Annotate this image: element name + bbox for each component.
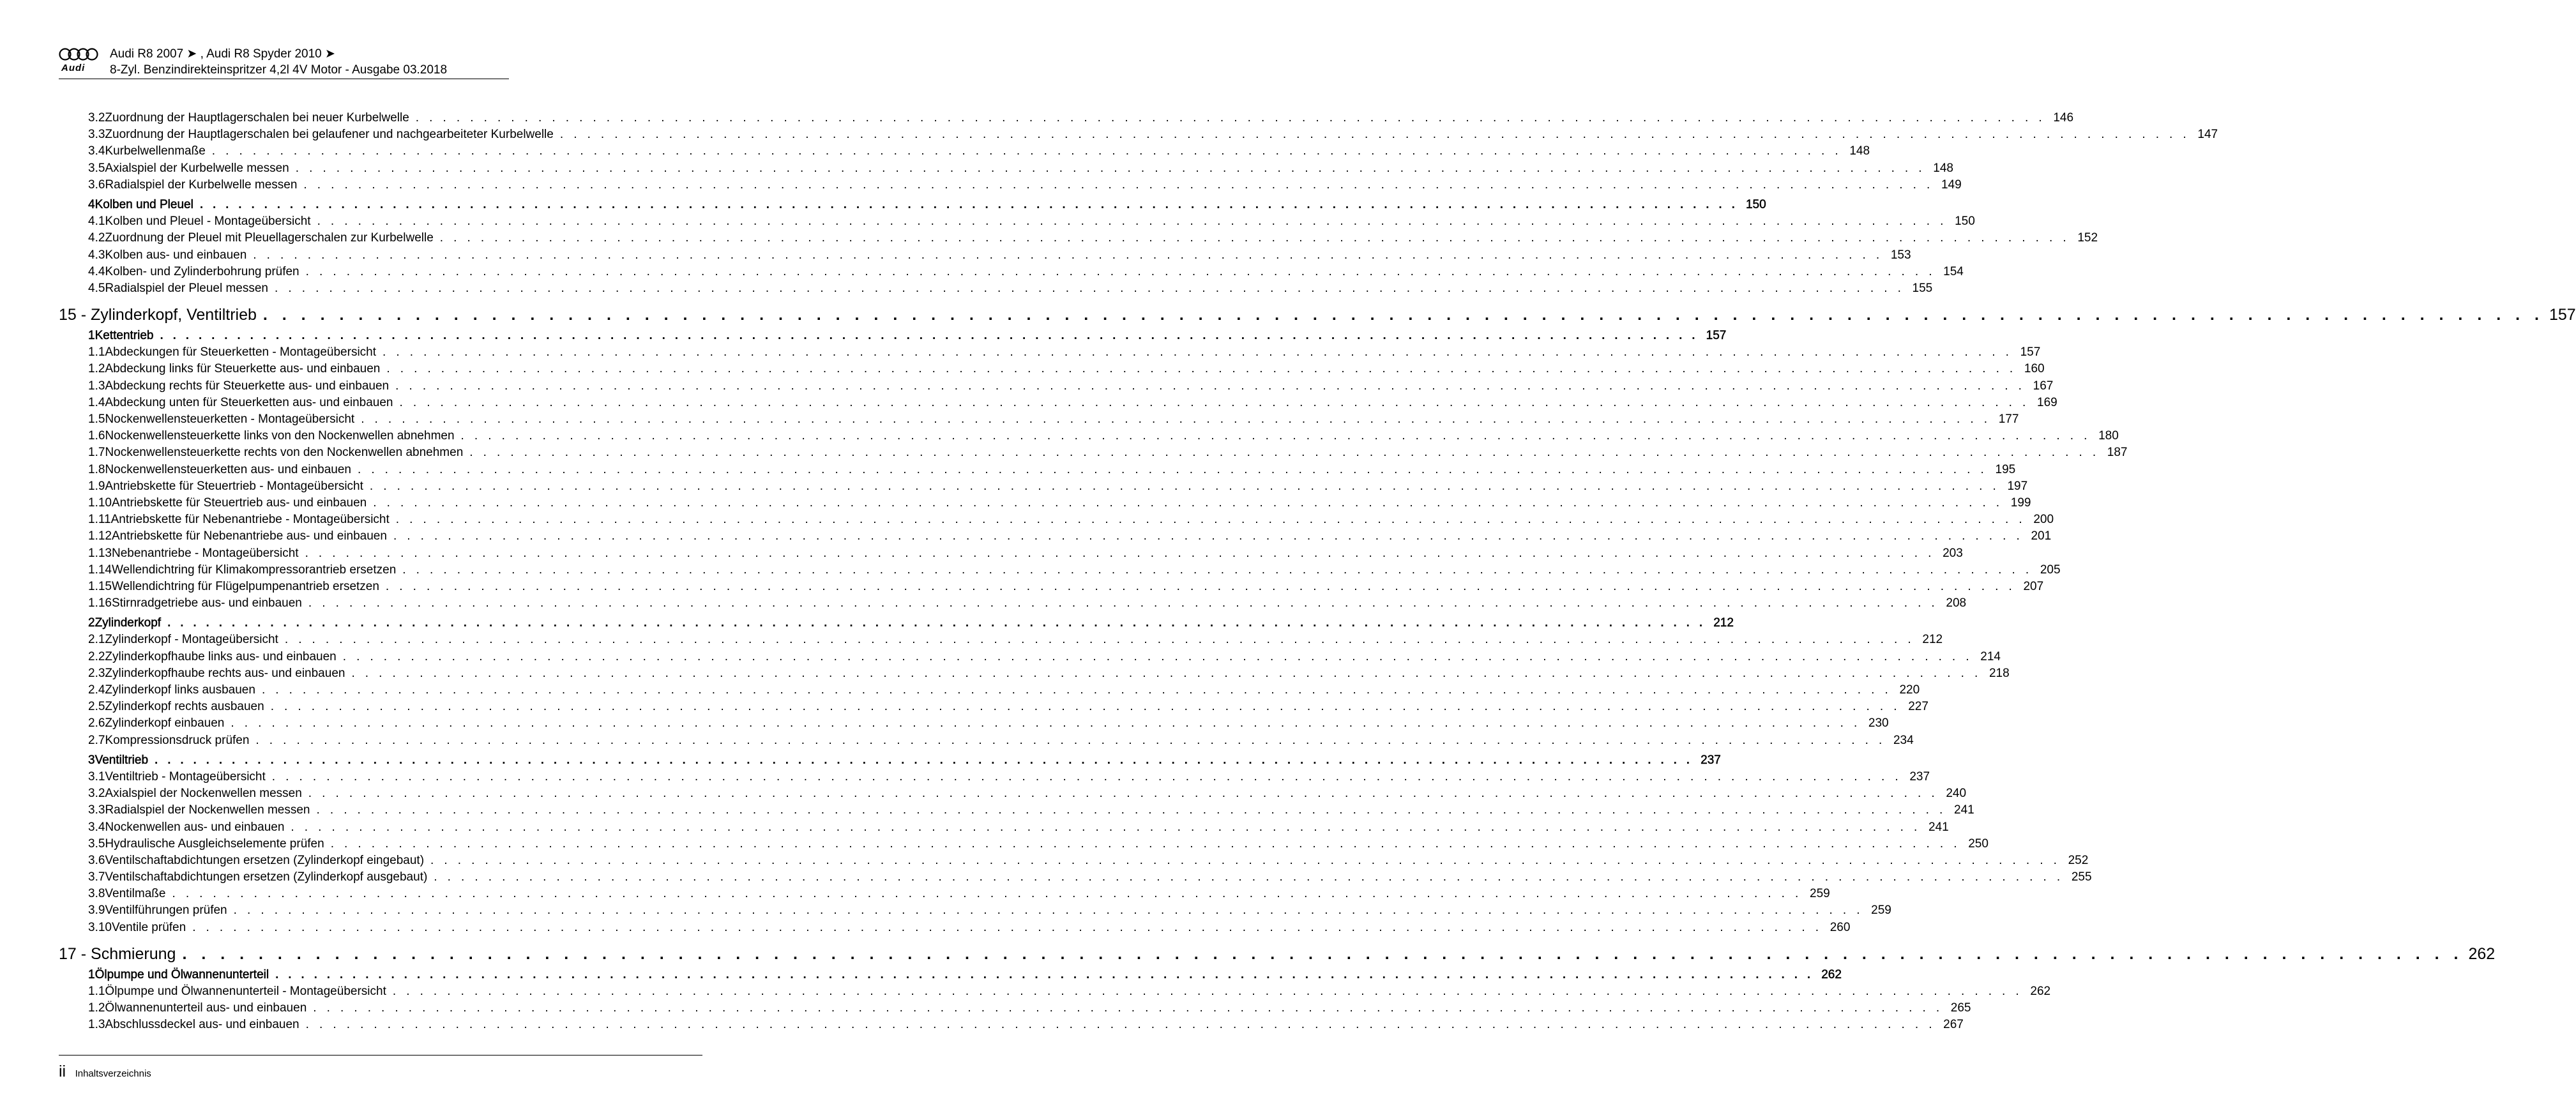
toc-number: 1.9 [88,479,105,493]
toc-section [59,329,1727,345]
toc-entry [59,496,2031,513]
toc-entry [59,820,1949,837]
toc-entry [59,345,2041,362]
toc-number: 1.3 [88,379,105,393]
toc-page-number: 252 [2068,853,2089,867]
toc-leader-dots: . . . . . . . . . . . . . . . . . . . . . . . . . . . . . . . . . . . . . . . . . . . . . . . . . . . . . . . . . . . . . . . . . . . . . . . . . . . . . . . . . . . . . . . . . . . . . . . . . . . . . . . . . . . . . . . . . . . . . . . . [316,803,1946,817]
toc-entry [59,985,2051,1001]
toc-title: Ventiltrieb - Montageübersicht [105,769,266,783]
toc-entry [59,920,1851,937]
toc-leader-dots: . . . . . . . . . . . . . . . . . . . . . . . . . . . . . . . . . . . . . . . . . . . . . . . . . . . . . . . . . . . . . . . . . . . . . . . . . . . . . . . . . . . . . . . . . . . . . . . . . . . . . . . . . . . . . . . . . . . . . . . . [308,787,1939,801]
toc-number: 1.12 [88,529,112,543]
toc-leader-dots: . . . . . . . . . . . . . . . . . . . . . . . . . . . . . . . . . . . . . . . . . . . . . . . . . . . . . . . . . . . . . . . . . . . . . . . . . . . . . . . . . . . . . . . . . . . . . . . . . . . . . . . . . . . . . . . . . . . . . . . . [386,362,2017,376]
footer-label: Inhaltsverzeichnis [75,1068,151,1079]
toc-number: 1.6 [88,429,105,443]
toc-page-number: 267 [1943,1018,1964,1032]
toc-page-number: 214 [1980,649,2001,663]
toc-section [59,753,1721,770]
toc-page-number: 177 [1998,412,2019,426]
toc-leader-dots: . . . . . . . . . . . . . . . . . . . . . . . . . . . . . . . . . . . . . . . . . . . . . . . . . . . . . . . . . . . . . . . . . . . . . . . . . . . . . . . . . . . . . . . . . . . . . . . . . . . . . . . . . . . . . . . . . . . . . . . . [172,887,1802,901]
toc-number: 1 [88,967,95,981]
toc-page-number: 148 [1933,161,1953,175]
toc-title: Antriebskette für Steuertrieb aus- und einbauen [111,496,367,510]
toc-entry [59,666,2010,683]
toc-number: 3.3 [88,803,105,817]
toc-entry [59,479,2028,496]
toc-leader-dots: . . . . . . . . . . . . . . . . . . . . . . . . . . . . . . . . . . . . . . . . . . . . . . . . . . . . . . . . . . . . . . . . . . . . . . . . . . . . . . . . . . . . . . . . . . . . . . . . . . . . . . . . . . . . . . . . . . . . . . . . [303,178,1934,192]
toc-title: Radialspiel der Nockenwellen messen [105,803,310,817]
toc-leader-dots: . . . . . . . . . . . . . . . . . . . . . . . . . . . . . . . . . . . . . . . . . . . . . . . . . . . . . . . . . . . . . . . . . . . . . . . . . . . . . . . . . . . . . . . . . . . . . . . . . . . . . . . . . . . . . . . . . . . . . . . . [305,1018,1936,1032]
toc-entry [59,429,2119,446]
toc-page-number: 208 [1946,596,1967,610]
toc-entry [59,446,2128,462]
toc-title: Nockenwellensteuerketten aus- und einbauen [105,462,351,476]
toc-title: Ölpumpe und Ölwannenunterteil [95,967,269,981]
toc-entry [59,787,1967,803]
table-of-contents [59,111,2576,1035]
toc-title: Zuordnung der Pleuel mit Pleuellagerschalen zur Kurbelwelle [105,231,434,245]
toc-title: Abschlussdeckel aus- und einbauen [105,1018,299,1032]
toc-title: Ventilschaftabdichtungen ersetzen (Zylinderkopf eingebaut) [105,853,425,867]
toc-title: Wellendichtring für Flügelpumpenantrieb ersetzen [111,579,379,593]
toc-page-number: 147 [2197,128,2218,142]
toc-leader-dots: . . . . . . . . . . . . . . . . . . . . . . . . . . . . . . . . . . . . . . . . . . . . . . . . . . . . . . . . . . . . . . . . . . . . . . . . . . . . . . . . . . . . . . . . . . . . . . . . . . . . . . . . . . . . . . . . . . . . . . . . [305,546,1935,560]
toc-leader-dots: . . . . . . . . . . . . . . . . . . . . . . . . . . . . . . . . . . . . . . . . . . . . . . . . . . . . . . . . . . . . . . . . . . . . . . . . . . . . . . . . . . . . . . . . . . . . . . . . . . . . . . . . . . . . . . . . . . . . . . . . [308,596,1939,610]
toc-page-number: 200 [2033,513,2054,527]
toc-number: 3.1 [88,769,105,783]
toc-entry [59,231,2098,248]
toc-leader-dots: . . . . . . . . . . . . . . . . . . . . . . . . . . . . . . . . . . . . . . . . . . . . . . . . . . . . . . . . . . . . . . . . . . . . . . . . . . . . . . . . . . . . . . . . . . . . . . . . . . . . . . . . . . . . . . . . . . . . . . . . [284,633,1915,647]
toc-entry [59,462,2016,480]
toc-number: 3.9 [88,904,105,918]
toc-leader-dots: . . . . . . . . . . . . . . . . . . . . . . . . . . . . . . . . . . . . . . . . . . . . . . . . . . . . . . . . . . . . . . . . . . . . . . . . . . . . . . . . . . . . . . . . . . . . . . . . . . . . . . . . . . . . . . . . . . . . . . . . [434,870,2064,884]
toc-page-number: 149 [1941,178,1962,192]
toc-leader-dots: . . . . . . . . . . . . . . . . . . . . . . . . . . . . . . . . . . . . . . . . . . . . . . . . . . . . . . . . . . . . . . . . . . . . . . . . . . . . . . . . . . . . . . . . . . . . . . . . . . . . . . . . . . . . . . . . . . . . . . . . [330,836,1960,851]
toc-number: 1 [88,329,95,343]
toc-entry [59,281,1933,298]
toc-title: Kompressionsdruck prüfen [105,733,250,747]
toc-entry [59,563,2061,580]
toc-title: Zylinderkopf rechts ausbauen [105,700,264,714]
toc-leader-dots: . . . . . . . . . . . . . . . . . . . . . . . . . . . . . . . . . . . . . . . . . . . . . . . . . . . . . . . . . . . . . . . . . . . . . . . . . . . . . . . . . . . . . . . . . . . . . . . . . . . . . . . . . . . . . . . . . . . . . . . . [262,306,2544,324]
toc-page-number: 150 [1745,197,1766,211]
toc-entry [59,836,1989,854]
toc-number: 1.16 [88,596,112,610]
toc-page-number: 212 [1713,616,1734,630]
toc-title: Zylinderkopf [95,616,162,630]
toc-title: Nockenwellen aus- und einbauen [105,820,285,834]
toc-page-number: 148 [1849,144,1870,158]
toc-leader-dots: . . . . . . . . . . . . . . . . . . . . . . . . . . . . . . . . . . . . . . . . . . . . . . . . . . . . . . . . . . . . . . . . . . . . . . . . . . . . . . . . . . . . . . . . . . . . . . . . . . . . . . . . . . . . . . . . . . . . . . . . [271,769,1902,783]
toc-title: Radialspiel der Pleuel messen [105,281,269,295]
toc-title: Hydraulische Ausgleichselemente prüfen [105,836,324,851]
toc-page-number: 230 [1868,716,1889,730]
toc-entry [59,633,1943,649]
toc-entry [59,248,1911,265]
toc-page-number: 203 [1943,546,1963,560]
toc-title: Axialspiel der Nockenwellen messen [105,787,302,801]
toc-entry [59,264,1964,282]
toc-leader-dots: . . . . . . . . . . . . . . . . . . . . . . . . . . . . . . . . . . . . . . . . . . . . . . . . . . . . . . . . . . . . . . . . . . . . . . . . . . . . . . . . . . . . . . . . . . . . . . . . . . . . . . . . . . . . . . . . . . . . . . . . [392,985,2023,998]
toc-entry [59,870,2092,887]
toc-chapter [59,944,2496,968]
toc-page-number: 262 [2468,944,2496,963]
toc-page-number: 205 [2040,563,2061,577]
toc-page-number: 169 [2037,395,2057,409]
toc-number: 2.4 [88,683,105,697]
toc-entry [59,529,2052,546]
toc-page-number: 150 [1955,215,1975,229]
toc-page-number: 227 [1908,700,1928,714]
toc-leader-dots: . . . . . . . . . . . . . . . . . . . . . . . . . . . . . . . . . . . . . . . . . . . . . . . . . . . . . . . . . . . . . . . . . . . . . . . . . . . . . . . . . . . . . . . . . . . . . . . . . . . . . . . . . . . . . . . . . . . . . . . . [415,111,2046,125]
toc-number: 4.2 [88,231,105,245]
toc-entry [59,700,1928,716]
toc-number: 1.2 [88,362,105,376]
toc-page-number: 152 [2077,231,2098,245]
toc-title: Stirnradgetriebe aus- und einbauen [111,596,302,610]
toc-title: Nebenantriebe - Montageübersicht [111,546,299,560]
toc-number: 3.6 [88,853,105,867]
toc-entry [59,161,1953,178]
toc-page-number: 241 [1928,820,1949,834]
toc-leader-dots: . . . . . . . . . . . . . . . . . . . . . . . . . . . . . . . . . . . . . . . . . . . . . . . . . . . . . . . . . . . . . . . . . . . . . . . . . . . . . . . . . . . . . . . . . . . . . . . . . . . . . . . . . . . . . . . . . . . . . . . . [399,395,2029,409]
toc-number: 2.6 [88,716,105,730]
toc-leader-dots: . . . . . . . . . . . . . . . . . . . . . . . . . . . . . . . . . . . . . . . . . . . . . . . . . . . . . . . . . . . . . . . . . . . . . . . . . . . . . . . . . . . . . . . . . . . . . . . . . . . . . . . . . . . . . . . . . . . . . . . . [395,379,2026,393]
toc-number: 2 [88,616,95,630]
toc-title: Kolben und Pleuel [95,197,193,211]
toc-entry [59,111,2074,128]
toc-number: 3.4 [88,820,105,834]
toc-leader-dots: . . . . . . . . . . . . . . . . . . . . . . . . . . . . . . . . . . . . . . . . . . . . . . . . . . . . . . . . . . . . . . . . . . . . . . . . . . . . . . . . . . . . . . . . . . . . . . . . . . . . . . . . . . . . . . . . . . . . . . . . [270,700,1900,714]
toc-entry [59,379,2054,396]
toc-title: Abdeckungen für Steuerketten - Montageübersicht [105,345,377,359]
toc-number: 3.2 [88,787,105,801]
toc-entry [59,683,1920,700]
toc-title: Kolben und Pleuel - Montageübersicht [105,215,311,229]
toc-entry [59,215,1975,231]
toc-number: 1.1 [88,345,105,359]
toc-page-number: 187 [2107,446,2128,460]
toc-number: 1.5 [88,412,105,426]
toc-leader-dots: . . . . . . . . . . . . . . . . . . . . . . . . . . . . . . . . . . . . . . . . . . . . . . . . . . . . . . . . . . . . . . . . . . . . . . . . . . . . . . . . . . . . . . . . . . . . . . . . . . . . . . . . . . . . . . . . . . . . . . . . [469,446,2100,460]
toc-leader-dots: . . . . . . . . . . . . . . . . . . . . . . . . . . . . . . . . . . . . . . . . . . . . . . . . . . . . . . . . . . . . . . . . . . . . . . . . . . . . . . . . . . . . . . . . . . . . . . . . . . . . . . . . . . . . . . . . . . . . . . . . [395,513,2026,527]
toc-title: Kettentrieb [95,329,154,343]
toc-page-number: 146 [2053,111,2074,125]
toc-page-number: 262 [2030,985,2051,998]
toc-title: Nockenwellensteuerkette links von den Nockenwellen abnehmen [105,429,455,443]
toc-title: Zuordnung der Hauptlagerschalen bei neuer Kurbelwelle [105,111,409,125]
toc-leader-dots: . . . . . . . . . . . . . . . . . . . . . . . . . . . . . . . . . . . . . . . . . . . . . . . . . . . . . . . . . . . . . . . . . . . . . . . . . . . . . . . . . . . . . . . . . . . . . . . . . . . . . . . . . . . . . . . . . . . . . . . . [182,944,2464,963]
toc-title: Ventilmaße [105,887,166,901]
toc-title: Axialspiel der Kurbelwelle messen [105,161,289,175]
toc-title: Antriebskette für Steuertrieb - Montageübersicht [105,479,363,493]
toc-number: 2.2 [88,649,105,663]
toc-entry [59,144,1870,161]
toc-chapter [59,306,2576,329]
toc-number: 3.2 [88,111,105,125]
audi-logo [59,47,100,77]
toc-page-number: 160 [2024,362,2045,376]
toc-title: 17 - Schmierung [59,944,176,963]
toc-number: 3 [88,753,95,767]
toc-entry [59,733,1914,750]
toc-number: 4.1 [88,215,105,229]
toc-page-number: 255 [2071,870,2092,884]
toc-title: Ventile prüfen [111,920,186,934]
toc-title: Nockenwellensteuerkette rechts von den Nockenwellen abnehmen [105,446,464,460]
toc-leader-dots: . . . . . . . . . . . . . . . . . . . . . . . . . . . . . . . . . . . . . . . . . . . . . . . . . . . . . . . . . . . . . . . . . . . . . . . . . . . . . . . . . . . . . . . . . . . . . . . . . . . . . . . . . . . . . . . . . . . . . . . . [231,716,1861,730]
toc-number: 1.7 [88,446,105,460]
toc-entry [59,178,1962,195]
toc-page-number: 234 [1893,733,1914,747]
footer-page-number: ii [59,1063,66,1080]
toc-entry [59,803,1974,820]
toc-page-number: 218 [1989,666,2010,680]
toc-title: 15 - Zylinderkopf, Ventiltrieb [59,306,257,324]
toc-entry [59,769,1930,787]
toc-page-number: 241 [1954,803,1974,817]
toc-entry [59,1018,1964,1034]
toc-title: Kurbelwellenmaße [105,144,206,158]
toc-section [59,616,1734,633]
toc-entry [59,887,1830,904]
toc-number: 2.7 [88,733,105,747]
toc-page-number: 259 [1871,904,1891,918]
toc-entry [59,362,2045,379]
toc-number: 2.1 [88,633,105,647]
toc-entry [59,395,2057,412]
toc-page-number: 260 [1830,920,1851,934]
toc-leader-dots: . . . . . . . . . . . . . . . . . . . . . . . . . . . . . . . . . . . . . . . . . . . . . . . . . . . . . . . . . . . . . . . . . . . . . . . . . . . . . . . . . . . . . . . . . . . . . . . . . . . . . . . . . . . . . . . . . . . . . . . . [305,264,1936,278]
toc-leader-dots: . . . . . . . . . . . . . . . . . . . . . . . . . . . . . . . . . . . . . . . . . . . . . . . . . . . . . . . . . . . . . . . . . . . . . . . . . . . . . . . . . . . . . . . . . . . . . . . . . . . . . . . . . . . . . . . . . . . . . . . . [253,248,1883,262]
toc-title: Ölwannenunterteil aus- und einbauen [105,1001,307,1015]
toc-page-number: 199 [2010,496,2031,510]
toc-entry [59,513,2054,529]
toc-leader-dots: . . . . . . . . . . . . . . . . . . . . . . . . . . . . . . . . . . . . . . . . . . . . . . . . . . . . . . . . . . . . . . . . . . . . . . . . . . . . . . . . . . . . . . . . . . . . . . . . . . . . . . . . . . . . . . . . . . . . . . . . [192,920,1822,934]
toc-page-number: 153 [1890,248,1911,262]
toc-page-number: 180 [2098,429,2119,443]
toc-leader-dots: . . . . . . . . . . . . . . . . . . . . . . . . . . . . . . . . . . . . . . . . . . . . . . . . . . . . . . . . . . . . . . . . . . . . . . . . . . . . . . . . . . . . . . . . . . . . . . . . . . . . . . . . . . . . . . . . . . . . . . . . [342,649,1973,663]
toc-page-number: 237 [1701,753,1721,767]
toc-page-number: 155 [1912,281,1933,295]
toc-title: Abdeckung links für Steuerkette aus- und einbauen [105,362,381,376]
toc-leader-dots: . . . . . . . . . . . . . . . . . . . . . . . . . . . . . . . . . . . . . . . . . . . . . . . . . . . . . . . . . . . . . . . . . . . . . . . . . . . . . . . . . . . . . . . . . . . . . . . . . . . . . . . . . . . . . . . . . . . . . . . . [291,820,1921,834]
toc-leader-dots: . . . . . . . . . . . . . . . . . . . . . . . . . . . . . . . . . . . . . . . . . . . . . . . . . . . . . . . . . . . . . . . . . . . . . . . . . . . . . . . . . . . . . . . . . . . . . . . . . . . . . . . . . . . . . . . . . . . . . . . . [199,197,1738,211]
toc-leader-dots: . . . . . . . . . . . . . . . . . . . . . . . . . . . . . . . . . . . . . . . . . . . . . . . . . . . . . . . . . . . . . . . . . . . . . . . . . . . . . . . . . . . . . . . . . . . . . . . . . . . . . . . . . . . . . . . . . . . . . . . . [233,904,1863,918]
toc-number: 1.2 [88,1001,105,1015]
audi-wordmark: Audi [61,63,86,73]
toc-leader-dots: . . . . . . . . . . . . . . . . . . . . . . . . . . . . . . . . . . . . . . . . . . . . . . . . . . . . . . . . . . . . . . . . . . . . . . . . . . . . . . . . . . . . . . . . . . . . . . . . . . . . . . . . . . . . . . . . . . . . . . . . [211,144,1842,158]
toc-leader-dots: . . . . . . . . . . . . . . . . . . . . . . . . . . . . . . . . . . . . . . . . . . . . . . . . . . . . . . . . . . . . . . . . . . . . . . . . . . . . . . . . . . . . . . . . . . . . . . . . . . . . . . . . . . . . . . . . . . . . . . . . [361,412,1991,426]
toc-entry [59,716,1889,733]
toc-leader-dots: . . . . . . . . . . . . . . . . . . . . . . . . . . . . . . . . . . . . . . . . . . . . . . . . . . . . . . . . . . . . . . . . . . . . . . . . . . . . . . . . . . . . . . . . . . . . . . . . . . . . . . . . . . . . . . . . . . . . . . . . [383,345,2013,359]
toc-leader-dots: . . . . . . . . . . . . . . . . . . . . . . . . . . . . . . . . . . . . . . . . . . . . . . . . . . . . . . . . . . . . . . . . . . . . . . . . . . . . . . . . . . . . . . . . . . . . . . . . . . . . . . . . . . . . . . . . . . . . . . . . [275,967,1814,981]
toc-number: 4.3 [88,248,105,262]
toc-number: 3.3 [88,128,105,142]
toc-leader-dots: . . . . . . . . . . . . . . . . . . . . . . . . . . . . . . . . . . . . . . . . . . . . . . . . . . . . . . . . . . . . . . . . . . . . . . . . . . . . . . . . . . . . . . . . . . . . . . . . . . . . . . . . . . . . . . . . . . . . . . . . [460,429,2091,443]
toc-number: 1.15 [88,579,112,593]
toc-number: 1.3 [88,1018,105,1032]
toc-leader-dots: . . . . . . . . . . . . . . . . . . . . . . . . . . . . . . . . . . . . . . . . . . . . . . . . . . . . . . . . . . . . . . . . . . . . . . . . . . . . . . . . . . . . . . . . . . . . . . . . . . . . . . . . . . . . . . . . . . . . . . . . [559,128,2190,142]
toc-leader-dots: . . . . . . . . . . . . . . . . . . . . . . . . . . . . . . . . . . . . . . . . . . . . . . . . . . . . . . . . . . . . . . . . . . . . . . . . . . . . . . . . . . . . . . . . . . . . . . . . . . . . . . . . . . . . . . . . . . . . . . . . [255,733,1886,747]
toc-leader-dots: . . . . . . . . . . . . . . . . . . . . . . . . . . . . . . . . . . . . . . . . . . . . . . . . . . . . . . . . . . . . . . . . . . . . . . . . . . . . . . . . . . . . . . . . . . . . . . . . . . . . . . . . . . . . . . . . . . . . . . . . [317,215,1947,229]
toc-page-number: 154 [1943,264,1964,278]
toc-section [59,197,1766,215]
toc-page-number: 250 [1968,836,1989,851]
toc-number: 4.4 [88,264,105,278]
toc-title: Ventilschaftabdichtungen ersetzen (Zylinderkopf ausgebaut) [105,870,428,884]
toc-leader-dots: . . . . . . . . . . . . . . . . . . . . . . . . . . . . . . . . . . . . . . . . . . . . . . . . . . . . . . . . . . . . . . . . . . . . . . . . . . . . . . . . . . . . . . . . . . . . . . . . . . . . . . . . . . . . . . . . . . . . . . . . [313,1001,1943,1015]
toc-title: Kolben- und Zylinderbohrung prüfen [105,264,299,278]
toc-entry [59,649,2001,667]
toc-title: Zylinderkopf - Montageübersicht [105,633,278,647]
toc-entry [59,853,2089,870]
toc-number: 3.7 [88,870,105,884]
toc-title: Zylinderkopfhaube links aus- und einbauen [105,649,337,663]
toc-page-number: 240 [1946,787,1967,801]
toc-number: 1.11 [88,513,111,527]
toc-entry [59,128,2218,144]
toc-leader-dots: . . . . . . . . . . . . . . . . . . . . . . . . . . . . . . . . . . . . . . . . . . . . . . . . . . . . . . . . . . . . . . . . . . . . . . . . . . . . . . . . . . . . . . . . . . . . . . . . . . . . . . . . . . . . . . . . . . . . . . . . [357,462,1988,476]
toc-page-number: 262 [1821,967,1842,981]
toc-number: 2.5 [88,700,105,714]
toc-number: 1.4 [88,395,105,409]
toc-title: Ventilführungen prüfen [105,904,227,918]
toc-leader-dots: . . . . . . . . . . . . . . . . . . . . . . . . . . . . . . . . . . . . . . . . . . . . . . . . . . . . . . . . . . . . . . . . . . . . . . . . . . . . . . . . . . . . . . . . . . . . . . . . . . . . . . . . . . . . . . . . . . . . . . . . [275,281,1905,295]
toc-page-number: 220 [1899,683,1920,697]
toc-title: Abdeckung unten für Steuerketten aus- und einbauen [105,395,393,409]
toc-leader-dots: . . . . . . . . . . . . . . . . . . . . . . . . . . . . . . . . . . . . . . . . . . . . . . . . . . . . . . . . . . . . . . . . . . . . . . . . . . . . . . . . . . . . . . . . . . . . . . . . . . . . . . . . . . . . . . . . . . . . . . . . [439,231,2070,245]
toc-entry [59,412,2019,429]
toc-leader-dots: . . . . . . . . . . . . . . . . . . . . . . . . . . . . . . . . . . . . . . . . . . . . . . . . . . . . . . . . . . . . . . . . . . . . . . . . . . . . . . . . . . . . . . . . . . . . . . . . . . . . . . . . . . . . . . . . . . . . . . . . [167,616,1706,630]
toc-number: 3.10 [88,920,112,934]
toc-title: Antriebskette für Nebenantriebe aus- und einbauen [111,529,387,543]
toc-title: Radialspiel der Kurbelwelle messen [105,178,298,192]
toc-leader-dots: . . . . . . . . . . . . . . . . . . . . . . . . . . . . . . . . . . . . . . . . . . . . . . . . . . . . . . . . . . . . . . . . . . . . . . . . . . . . . . . . . . . . . . . . . . . . . . . . . . . . . . . . . . . . . . . . . . . . . . . . [373,496,2003,510]
toc-title: Kolben aus- und einbauen [105,248,247,262]
toc-number: 1.8 [88,462,105,476]
toc-number: 1.10 [88,496,112,510]
toc-number: 3.5 [88,836,105,851]
toc-leader-dots: . . . . . . . . . . . . . . . . . . . . . . . . . . . . . . . . . . . . . . . . . . . . . . . . . . . . . . . . . . . . . . . . . . . . . . . . . . . . . . . . . . . . . . . . . . . . . . . . . . . . . . . . . . . . . . . . . . . . . . . . [261,683,1892,697]
header-engine-line: 8-Zyl. Benzindirekteinspritzer 4,2l 4V Motor - Ausgabe 03.2018 [110,63,448,77]
toc-entry [59,579,2044,596]
toc-page-number: 195 [1995,462,2016,476]
toc-page-number: 265 [1950,1001,1971,1015]
toc-number: 3.5 [88,161,105,175]
toc-leader-dots: . . . . . . . . . . . . . . . . . . . . . . . . . . . . . . . . . . . . . . . . . . . . . . . . . . . . . . . . . . . . . . . . . . . . . . . . . . . . . . . . . . . . . . . . . . . . . . . . . . . . . . . . . . . . . . . . . . . . . . . . [369,479,2000,493]
toc-title: Ölpumpe und Ölwannenunterteil - Montageübersicht [105,985,386,998]
toc-page-number: 157 [2020,345,2041,359]
toc-title: Zylinderkopf einbauen [105,716,225,730]
toc-number: 1.13 [88,546,112,560]
toc-title: Zylinderkopfhaube rechts aus- und einbauen [105,666,345,680]
toc-entry [59,596,1967,613]
toc-page-number: 167 [2033,379,2054,393]
toc-page-number: 212 [1922,633,1943,647]
toc-title: Antriebskette für Nebenantriebe - Montageübersicht [110,513,390,527]
toc-page-number: 201 [2031,529,2052,543]
audi-rings-icon [59,47,98,61]
toc-title: Zuordnung der Hauptlagerschalen bei gelaufener und nachgearbeiteter Kurbelwelle [105,128,554,142]
toc-page-number: 157 [1706,329,1727,343]
page-footer [59,1063,151,1081]
toc-leader-dots: . . . . . . . . . . . . . . . . . . . . . . . . . . . . . . . . . . . . . . . . . . . . . . . . . . . . . . . . . . . . . . . . . . . . . . . . . . . . . . . . . . . . . . . . . . . . . . . . . . . . . . . . . . . . . . . . . . . . . . . . [393,529,2024,543]
footer-rule [59,1055,702,1056]
toc-leader-dots: . . . . . . . . . . . . . . . . . . . . . . . . . . . . . . . . . . . . . . . . . . . . . . . . . . . . . . . . . . . . . . . . . . . . . . . . . . . . . . . . . . . . . . . . . . . . . . . . . . . . . . . . . . . . . . . . . . . . . . . . [155,753,1693,767]
toc-leader-dots: . . . . . . . . . . . . . . . . . . . . . . . . . . . . . . . . . . . . . . . . . . . . . . . . . . . . . . . . . . . . . . . . . . . . . . . . . . . . . . . . . . . . . . . . . . . . . . . . . . . . . . . . . . . . . . . . . . . . . . . . [351,666,1981,680]
toc-page-number: 207 [2023,579,2044,593]
toc-entry [59,1001,1971,1018]
toc-title: Ventiltrieb [95,753,149,767]
toc-leader-dots: . . . . . . . . . . . . . . . . . . . . . . . . . . . . . . . . . . . . . . . . . . . . . . . . . . . . . . . . . . . . . . . . . . . . . . . . . . . . . . . . . . . . . . . . . . . . . . . . . . . . . . . . . . . . . . . . . . . . . . . . [160,329,1699,343]
toc-leader-dots: . . . . . . . . . . . . . . . . . . . . . . . . . . . . . . . . . . . . . . . . . . . . . . . . . . . . . . . . . . . . . . . . . . . . . . . . . . . . . . . . . . . . . . . . . . . . . . . . . . . . . . . . . . . . . . . . . . . . . . . . [295,161,1925,175]
toc-leader-dots: . . . . . . . . . . . . . . . . . . . . . . . . . . . . . . . . . . . . . . . . . . . . . . . . . . . . . . . . . . . . . . . . . . . . . . . . . . . . . . . . . . . . . . . . . . . . . . . . . . . . . . . . . . . . . . . . . . . . . . . . [385,579,2016,593]
toc-title: Zylinderkopf links ausbauen [105,683,255,697]
toc-number: 4.5 [88,281,105,295]
toc-number: 1.14 [88,563,112,577]
toc-number: 3.4 [88,144,105,158]
toc-entry [59,546,1963,563]
toc-entry [59,904,1891,920]
toc-page-number: 259 [1810,887,1830,901]
toc-number: 1.1 [88,985,105,998]
toc-number: 3.8 [88,887,105,901]
toc-title: Abdeckung rechts für Steuerkette aus- und einbauen [105,379,390,393]
toc-number: 2.3 [88,666,105,680]
toc-title: Nockenwellensteuerketten - Montageübersicht [105,412,355,426]
header-vehicle-line: Audi R8 2007 ➤ , Audi R8 Spyder 2010 ➤ [110,47,335,61]
toc-page-number: 197 [2007,479,2028,493]
toc-page-number: 157 [2549,306,2576,324]
toc-section [59,967,1842,985]
toc-title: Wellendichtring für Klimakompressorantrieb ersetzen [111,563,397,577]
toc-number: 4 [88,197,95,211]
toc-page-number: 237 [1909,769,1930,783]
toc-leader-dots: . . . . . . . . . . . . . . . . . . . . . . . . . . . . . . . . . . . . . . . . . . . . . . . . . . . . . . . . . . . . . . . . . . . . . . . . . . . . . . . . . . . . . . . . . . . . . . . . . . . . . . . . . . . . . . . . . . . . . . . . [402,563,2033,577]
toc-leader-dots: . . . . . . . . . . . . . . . . . . . . . . . . . . . . . . . . . . . . . . . . . . . . . . . . . . . . . . . . . . . . . . . . . . . . . . . . . . . . . . . . . . . . . . . . . . . . . . . . . . . . . . . . . . . . . . . . . . . . . . . . [430,853,2061,867]
toc-number: 3.6 [88,178,105,192]
